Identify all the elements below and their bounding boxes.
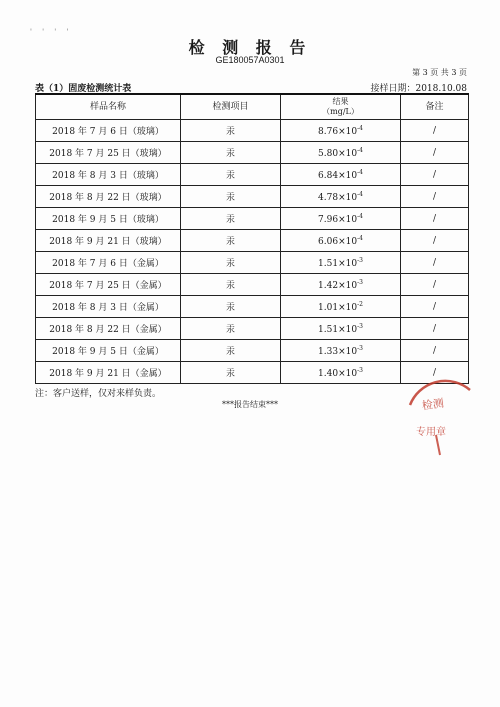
cell-sample-name: 2018 年 8 月 22 日（玻璃） (36, 186, 181, 208)
cell-result (281, 208, 401, 230)
result-exponent: -4 (357, 212, 363, 220)
result-exponent: -4 (357, 124, 363, 132)
cell-test-item: 汞 (181, 142, 281, 164)
table-row (36, 274, 469, 296)
report-number: GE180057A0301 (215, 55, 285, 65)
cell-result (281, 120, 401, 142)
result-exponent: -3 (357, 322, 363, 330)
result-exponent: -3 (357, 256, 363, 264)
table-header-row (36, 94, 469, 120)
cell-sample-name: 2018 年 8 月 3 日（金属） (36, 296, 181, 318)
cell-test-item: 汞 (181, 164, 281, 186)
cell-test-item: 汞 (181, 296, 281, 318)
cell-remark: / (401, 274, 469, 296)
cell-remark: / (401, 120, 469, 142)
cell-sample-name: 2018 年 7 月 25 日（金属） (36, 274, 181, 296)
table-body (36, 120, 469, 384)
cell-remark: / (401, 296, 469, 318)
cell-remark: / (401, 208, 469, 230)
result-mantissa: 7.96×10 (318, 214, 358, 225)
table-caption: 表（1）固废检测统计表 (35, 84, 132, 94)
header-result-label: 结果 (332, 97, 349, 106)
result-exponent: -4 (357, 146, 363, 154)
result-exponent: -4 (357, 168, 363, 176)
cell-test-item: 汞 (181, 120, 281, 142)
table-row (36, 252, 469, 274)
received-date-label: 接样日期： (370, 84, 416, 94)
table-row (36, 186, 469, 208)
cell-remark: / (401, 362, 469, 384)
page-title: 检 测 报 告 (188, 38, 312, 57)
cell-test-item: 汞 (181, 208, 281, 230)
official-stamp (400, 375, 480, 465)
corner-marks: ' ' ' ' (30, 28, 73, 36)
svg-text:检测: 检测 (421, 396, 445, 413)
cell-result (281, 142, 401, 164)
result-exponent: -4 (357, 234, 363, 242)
table-row (36, 340, 469, 362)
table-row (36, 296, 469, 318)
table-row (36, 230, 469, 252)
cell-result (281, 362, 401, 384)
cell-result (281, 318, 401, 340)
result-mantissa: 1.33×10 (318, 346, 358, 357)
cell-sample-name: 2018 年 7 月 25 日（玻璃） (36, 142, 181, 164)
result-mantissa: 6.06×10 (318, 236, 358, 247)
cell-remark: / (401, 230, 469, 252)
cell-result (281, 274, 401, 296)
received-date-value: 2018.10.08 (415, 84, 467, 94)
header-remark: 备注 (401, 94, 469, 120)
cell-sample-name: 2018 年 8 月 22 日（金属） (36, 318, 181, 340)
cell-sample-name: 2018 年 9 月 5 日（玻璃） (36, 208, 181, 230)
cell-remark: / (401, 164, 469, 186)
cell-result (281, 164, 401, 186)
result-mantissa: 1.51×10 (318, 324, 358, 335)
cell-test-item: 汞 (181, 318, 281, 340)
result-mantissa: 1.42×10 (318, 280, 358, 291)
cell-sample-name: 2018 年 9 月 21 日（金属） (36, 362, 181, 384)
cell-sample-name: 2018 年 7 月 6 日（玻璃） (36, 120, 181, 142)
result-mantissa: 8.76×10 (318, 126, 358, 137)
table-row (36, 318, 469, 340)
cell-sample-name: 2018 年 9 月 5 日（金属） (36, 340, 181, 362)
cell-test-item: 汞 (181, 340, 281, 362)
cell-remark: / (401, 186, 469, 208)
cell-test-item: 汞 (181, 274, 281, 296)
result-mantissa: 6.84×10 (318, 170, 358, 181)
cell-sample-name: 2018 年 7 月 6 日（金属） (36, 252, 181, 274)
cell-result (281, 186, 401, 208)
cell-result (281, 340, 401, 362)
result-exponent: -4 (357, 190, 363, 198)
results-table (35, 93, 469, 384)
table-row (36, 142, 469, 164)
report-end-mark: ***报告结束*** (222, 400, 278, 409)
result-exponent: -3 (357, 366, 363, 374)
cell-sample-name: 2018 年 9 月 21 日（玻璃） (36, 230, 181, 252)
cell-test-item: 汞 (181, 362, 281, 384)
cell-remark: / (401, 318, 469, 340)
result-exponent: -2 (357, 300, 363, 308)
result-exponent: -3 (357, 278, 363, 286)
result-mantissa: 5.80×10 (318, 148, 358, 159)
cell-test-item: 汞 (181, 186, 281, 208)
page-count: 第 3 页 共 3 页 (412, 68, 467, 77)
header-result-unit: （mg/L） (322, 107, 359, 116)
footer-note: 注：客户送样，仅对来样负责。 (35, 389, 162, 399)
header-sample-name: 样品名称 (36, 94, 181, 120)
result-mantissa: 4.78×10 (318, 192, 358, 203)
result-mantissa: 1.40×10 (318, 368, 358, 379)
table-row (36, 164, 469, 186)
result-mantissa: 1.51×10 (318, 258, 358, 269)
cell-test-item: 汞 (181, 252, 281, 274)
table-row (36, 208, 469, 230)
cell-result (281, 252, 401, 274)
table-row (36, 120, 469, 142)
header-test-item: 检测项目 (181, 94, 281, 120)
cell-sample-name: 2018 年 8 月 3 日（玻璃） (36, 164, 181, 186)
cell-remark: / (401, 142, 469, 164)
cell-result (281, 230, 401, 252)
cell-test-item: 汞 (181, 230, 281, 252)
result-exponent: -3 (357, 344, 363, 352)
svg-text:专用章: 专用章 (416, 427, 446, 438)
result-mantissa: 1.01×10 (318, 302, 358, 313)
cell-remark: / (401, 252, 469, 274)
header-result (281, 94, 401, 120)
cell-remark: / (401, 340, 469, 362)
cell-result (281, 296, 401, 318)
